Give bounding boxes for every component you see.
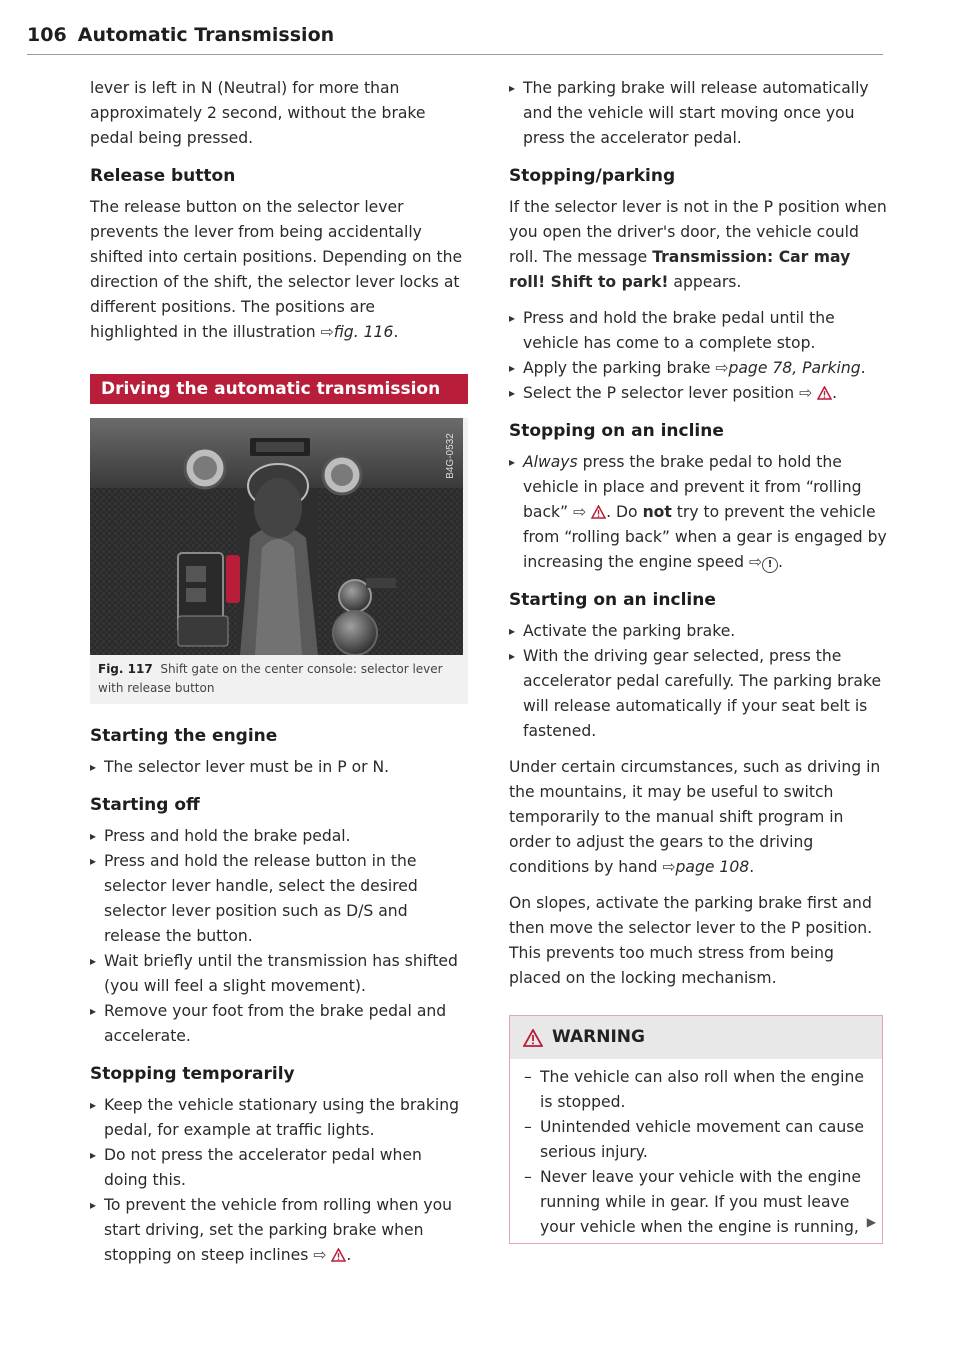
figure-label: Fig. 117 bbox=[98, 662, 153, 676]
figure-caption bbox=[90, 655, 468, 704]
page-reference-link[interactable]: page 108 bbox=[675, 858, 750, 876]
list-item: ▸ Remove your foot from the brake pedal and accelerate. bbox=[90, 999, 468, 1049]
list-item: ▸ Apply the parking brake ⇨page 78, Parking. bbox=[509, 356, 887, 381]
chapter-title: Automatic Transmission bbox=[77, 24, 335, 46]
starting-engine-steps bbox=[90, 755, 468, 780]
list-item: ▸ Press and hold the release button in the selector lever handle, select the desired selector lever position such as D/S and release the button. bbox=[90, 849, 468, 949]
stopping-parking-paragraph: If the selector lever is not in the P position when you open the driver's door, the vehicle could roll. The message Transmission: Car may roll! Shift to park! appears. bbox=[509, 198, 887, 291]
starting-engine-heading: Starting the engine bbox=[90, 726, 278, 746]
ref-arrow-icon: ⇨ bbox=[313, 1246, 327, 1264]
list-item: ▸ Press and hold the brake pedal. bbox=[90, 824, 468, 849]
list-item: ▸ Do not press the accelerator pedal when doing this. bbox=[90, 1143, 468, 1193]
warning-title: WARNING bbox=[552, 1027, 645, 1047]
list-item: ▸ To prevent the vehicle from rolling when you start driving, set the parking brake when stopping on steep inclines ⇨ . bbox=[90, 1193, 468, 1268]
list-item: ▸ Select the P selector lever position ⇨ . bbox=[509, 381, 887, 406]
left-column bbox=[90, 76, 468, 1279]
continue-arrow-icon: ▶ bbox=[866, 1215, 876, 1229]
list-item: – Unintended vehicle movement can cause serious injury. bbox=[524, 1115, 868, 1165]
list-item: – Never leave your vehicle with the engine running while in gear. If you must leave your vehicle when the engine is running, bbox=[524, 1165, 868, 1240]
message-text: Transmission: Car may roll! Shift to park! bbox=[509, 248, 851, 291]
stopping-parking-heading: Stopping/parking bbox=[509, 166, 676, 186]
stopping-parking-steps bbox=[509, 306, 887, 406]
intro-paragraph: lever is left in N (Neutral) for more than approximately 2 second, without the brake pedal being pressed. bbox=[90, 79, 426, 147]
list-item: ▸ Keep the vehicle stationary using the braking pedal, for example at traffic lights. bbox=[90, 1093, 468, 1143]
manual-shift-paragraph: Under certain circumstances, such as driving in the mountains, it may be useful to switch temporarily to the manual shift program in order to adjust the gears to the driving conditions by hand ⇨page 108. bbox=[509, 758, 881, 876]
warning-list bbox=[524, 1065, 868, 1240]
stopping-incline-heading: Stopping on an incline bbox=[509, 421, 724, 441]
page-number: 106 bbox=[27, 24, 67, 46]
page-header bbox=[27, 24, 883, 46]
page-reference-link[interactable]: page 78, Parking bbox=[728, 359, 861, 377]
stopping-temporarily-steps bbox=[90, 1093, 468, 1268]
starting-incline-heading: Starting on an incline bbox=[509, 590, 716, 610]
list-item: ▸ With the driving gear selected, press the accelerator pedal carefully. The parking brake will release automatically if your seat belt is fastened. bbox=[509, 644, 887, 744]
slopes-paragraph: On slopes, activate the parking brake first and then move the selector lever to the P position. This prevents too much stress from being placed on the locking mechanism. bbox=[509, 894, 873, 987]
warning-triangle-icon[interactable] bbox=[817, 386, 832, 400]
continued-steps bbox=[509, 76, 887, 151]
figure-117 bbox=[90, 418, 468, 704]
list-item: – The vehicle can also roll when the engine is stopped. bbox=[524, 1065, 868, 1115]
ref-arrow-icon: ⇨ bbox=[715, 359, 729, 377]
right-column bbox=[509, 76, 887, 1244]
release-button-paragraph: The release button on the selector lever prevents the lever from being accidentally shifted into certain positions. Depending on the direction of the shift, the selector lever locks at different positions. The positions are highlighted in the illustration ⇨fig. 116. bbox=[90, 198, 463, 341]
release-button-heading: Release button bbox=[90, 166, 236, 186]
starting-off-steps bbox=[90, 824, 468, 1049]
warning-triangle-icon bbox=[523, 1029, 543, 1047]
figure-code: B4G-0532 bbox=[445, 433, 456, 479]
figure-reference-link[interactable]: fig. 116 bbox=[333, 323, 394, 341]
warning-triangle-icon[interactable] bbox=[331, 1248, 346, 1262]
header-rule bbox=[27, 54, 883, 55]
ref-arrow-icon: ⇨ bbox=[799, 384, 813, 402]
warning-header bbox=[510, 1016, 882, 1059]
list-item: ▸ Always press the brake pedal to hold the vehicle in place and prevent it from “rolling back” ⇨ . Do not try to prevent the vehicle from “rolling back” when a gear is engaged by increasing the engine speed ⇨ ! . bbox=[509, 450, 887, 575]
stopping-incline-steps bbox=[509, 450, 887, 575]
section-title-bar: Driving the automatic transmission bbox=[90, 374, 468, 404]
list-item: ▸ The parking brake will release automatically and the vehicle will start moving once you press the accelerator pedal. bbox=[509, 76, 887, 151]
stopping-temporarily-heading: Stopping temporarily bbox=[90, 1064, 295, 1084]
ref-arrow-icon: ⇨ bbox=[748, 553, 763, 571]
shift-gate-photo bbox=[90, 418, 463, 655]
warning-box bbox=[509, 1015, 883, 1244]
ref-arrow-icon: ⇨ bbox=[662, 858, 676, 876]
note-icon[interactable]: ! bbox=[762, 557, 778, 573]
list-item: ▸ Activate the parking brake. bbox=[509, 619, 887, 644]
figure-caption-text: Shift gate on the center console: selector lever with release button bbox=[98, 662, 443, 695]
ref-arrow-icon: ⇨ bbox=[320, 323, 334, 341]
list-item: ▸ The selector lever must be in P or N. bbox=[90, 755, 468, 780]
starting-incline-steps bbox=[509, 619, 887, 744]
list-item: ▸ Press and hold the brake pedal until the vehicle has come to a complete stop. bbox=[509, 306, 887, 356]
starting-off-heading: Starting off bbox=[90, 795, 200, 815]
warning-body bbox=[510, 1059, 882, 1243]
warning-triangle-icon[interactable] bbox=[591, 505, 606, 519]
ref-arrow-icon: ⇨ bbox=[573, 503, 587, 521]
list-item: ▸ Wait briefly until the transmission has shifted (you will feel a slight movement). bbox=[90, 949, 468, 999]
